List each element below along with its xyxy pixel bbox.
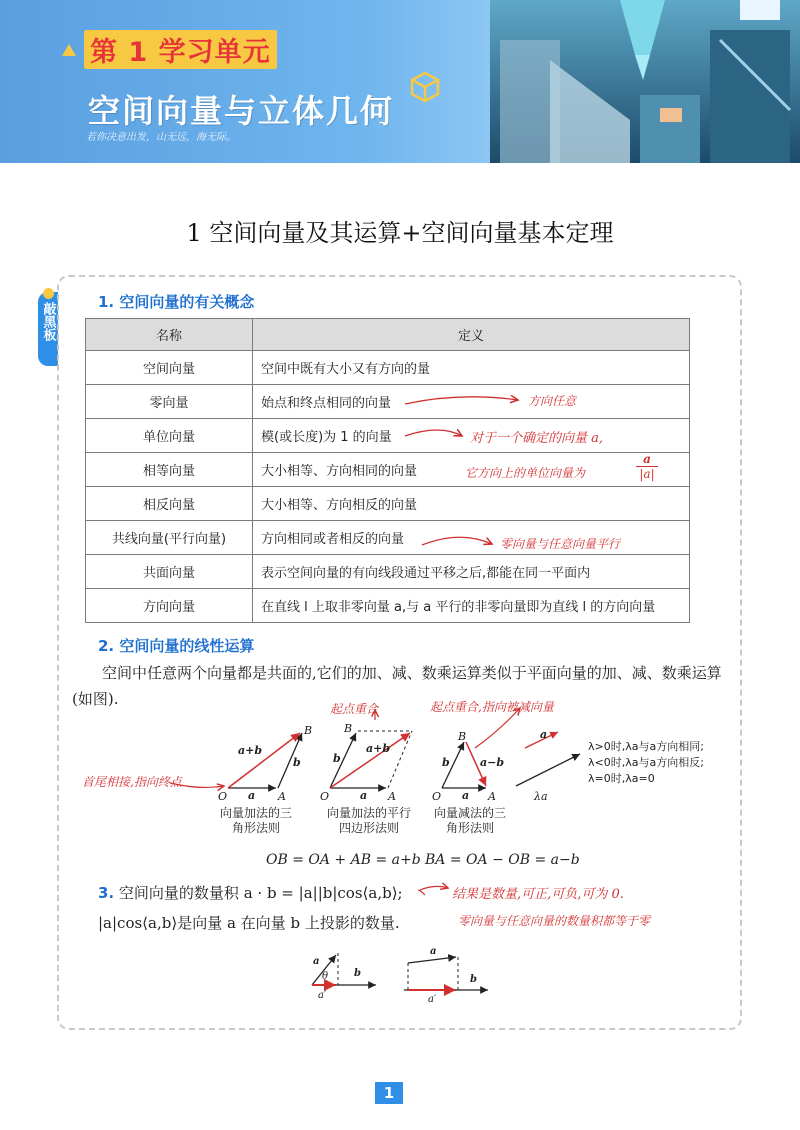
table-header: 定义: [253, 319, 690, 351]
label-B: B: [304, 724, 313, 737]
note-unit-2: 它方向上的单位向量为: [465, 466, 586, 480]
unit-title: 空间向量与立体几何: [88, 92, 395, 130]
note-zero-product: 零向量与任意向量的数量积都等于零: [458, 914, 651, 928]
label-B: B: [344, 722, 353, 735]
label-a-plus-b: a+b: [366, 742, 391, 755]
proj-label-b: b: [354, 968, 361, 979]
formula-add: OB = OA + AB = a+b: [266, 852, 421, 868]
concept-definition: 始点和终点相同的向量: [253, 385, 690, 419]
scalar-rule: λ=0时,λa=0: [588, 772, 655, 785]
page-number: 1: [375, 1082, 403, 1104]
proj-label-a: a: [313, 956, 320, 967]
concept-name: 方向向量: [86, 589, 253, 623]
label-b: b: [333, 752, 341, 765]
note-same-start: 起点重合: [330, 702, 379, 716]
label-b: b: [442, 756, 450, 769]
label-a-plus-b: a+b: [238, 744, 263, 757]
concept-definition: 表示空间向量的有向线段通过平移之后,都能在同一平面内: [253, 555, 690, 589]
label-a: a: [248, 789, 256, 802]
label-a: a: [360, 789, 368, 802]
unit-label-text: 第 1 学习单元: [84, 30, 277, 69]
concept-name: 相等向量: [86, 453, 253, 487]
concept-name: 零向量: [86, 385, 253, 419]
concept-definition: 大小相等、方向相同的向量: [253, 453, 690, 487]
section-3-title: 空间向量的数量积 a · b = |a||b|cos⟨a,b⟩;: [118, 884, 403, 902]
concept-name: 共面向量: [86, 555, 253, 589]
concept-name: 空间向量: [86, 351, 253, 385]
scalar-rule: λ<0时,λa与a方向相反;: [588, 756, 704, 769]
concept-definition: 大小相等、方向相反的向量: [253, 487, 690, 521]
label-a: a: [540, 728, 548, 741]
proj-label-a-prime: a′: [428, 994, 437, 1005]
note-collinear: 零向量与任意向量平行: [500, 537, 621, 551]
vector-sum: [228, 733, 300, 788]
note-head-tail: 首尾相接,指向终点: [82, 775, 182, 789]
section-3-heading: [98, 880, 403, 906]
label-A: A: [388, 790, 396, 803]
note-same-start-2: 起点重合,指向被减向量: [430, 700, 554, 714]
concept-name: 单位向量: [86, 419, 253, 453]
side-tag-text: 敲黑板: [40, 302, 56, 341]
caption-triangle-sub: 向量减法的三角形法则: [433, 806, 506, 835]
section-1-heading: 1. 空间向量的有关概念: [98, 293, 255, 311]
note-unit: 对于一个确定的向量 a,: [470, 431, 604, 446]
label-O: O: [218, 790, 228, 803]
label-lambda-a: λa: [534, 790, 548, 803]
label-B: B: [458, 730, 467, 743]
fraction-denominator: |a|: [636, 466, 658, 481]
caption-triangle-add: 向量加法的三角形法则: [219, 806, 292, 835]
concept-definition: 在直线 l 上取非零向量 a,与 a 平行的非零向量即为直线 l 的方向向量: [253, 589, 690, 623]
section-2-heading: 2. 空间向量的线性运算: [98, 637, 255, 655]
table-header: 名称: [86, 319, 253, 351]
concept-definition: 方向相同或者相反的向量: [253, 521, 690, 555]
label-b: b: [293, 756, 301, 769]
label-A: A: [278, 790, 286, 803]
section-3-number: 3.: [98, 884, 115, 902]
label-O: O: [432, 790, 442, 803]
banner-motto: 若你决意出发，山无远，海无际。: [86, 132, 236, 143]
concept-definition: 空间中既有大小又有方向的量: [253, 351, 690, 385]
scalar-rule: λ>0时,λa与a方向相同;: [588, 740, 704, 753]
label-a: a: [462, 789, 470, 802]
formula-sub: BA = OA − OB = a−b: [425, 852, 580, 868]
label-a-minus-b: a−b: [480, 756, 505, 769]
label-A: A: [488, 790, 496, 803]
section-2-text: 空间中任意两个向量都是共面的,它们的加、减、数乘运算类似于平面向量的加、减、数乘运算(如图).: [72, 664, 722, 708]
proj-label-a: a: [430, 946, 437, 957]
concept-name: 共线向量(平行向量): [86, 521, 253, 555]
proj-label-b: b: [470, 974, 477, 985]
concept-name: 相反向量: [86, 487, 253, 521]
caption-parallelogram: 向量加法的平行四边形法则: [326, 806, 411, 835]
concept-definition: 模(或长度)为 1 的向量: [253, 419, 690, 453]
proj-label-a-prime: a′: [318, 990, 327, 1001]
projection-text: |a|cos⟨a,b⟩是向量 a 在向量 b 上投影的数量.: [98, 914, 400, 932]
note-dot-product: 结果是数量,可正,可负,可为 0.: [452, 887, 624, 902]
note-zero: 方向任意: [528, 394, 577, 408]
proj-label-theta: θ: [322, 971, 329, 982]
lesson-title: 1 空间向量及其运算+空间向量基本定理: [186, 219, 614, 247]
fraction-numerator: a: [643, 452, 651, 466]
label-O: O: [320, 790, 330, 803]
